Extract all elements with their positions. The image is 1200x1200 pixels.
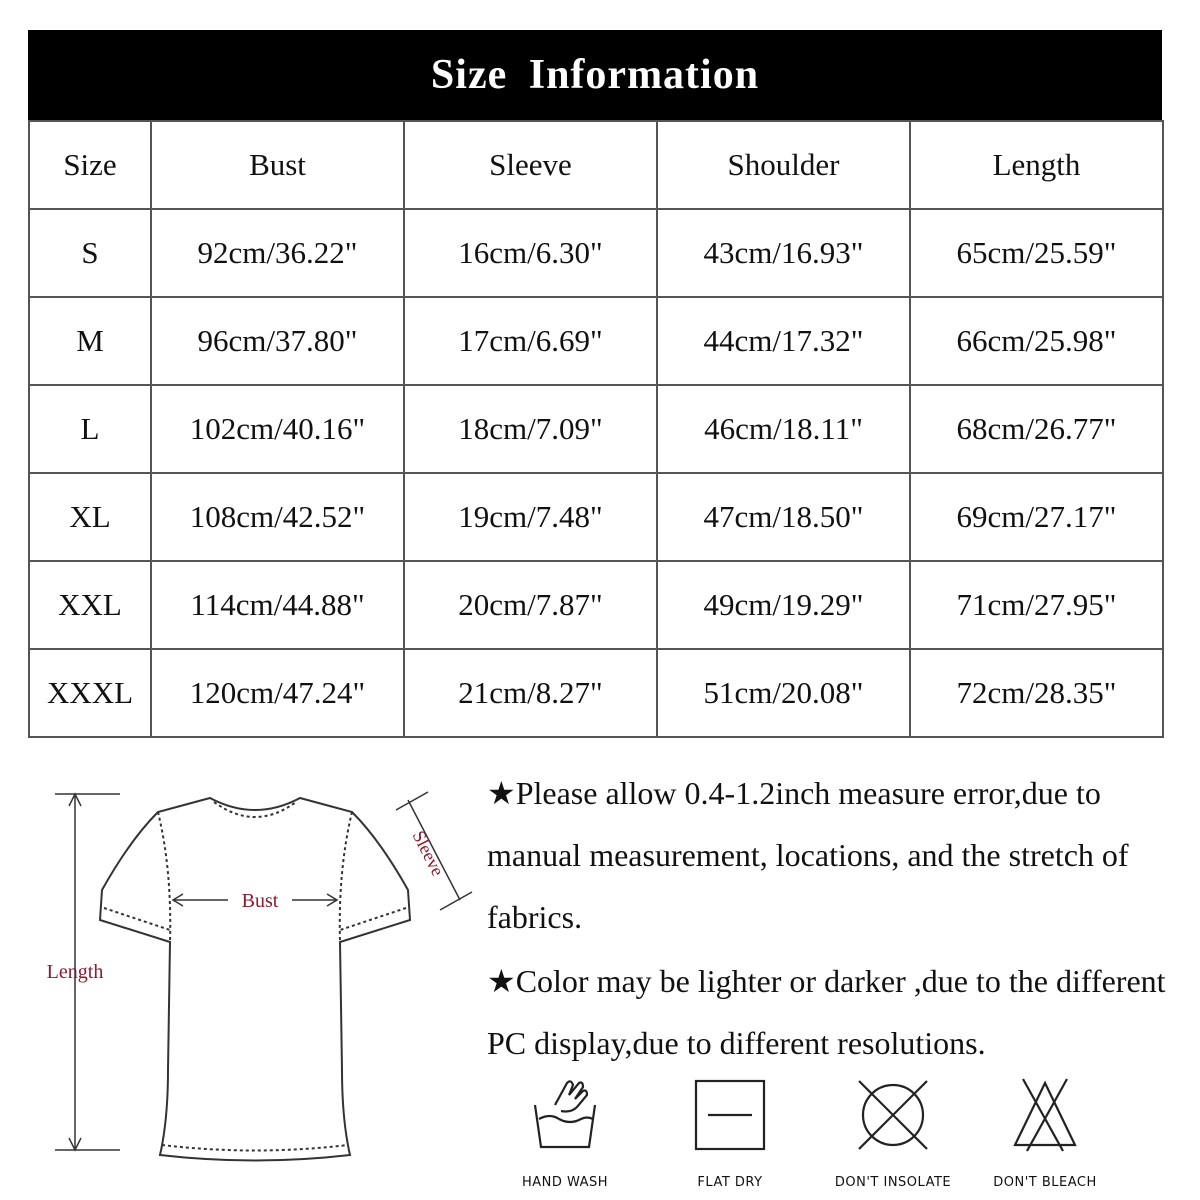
note-measurement-error: ★Please allow 0.4-1.2inch measure error,due to manual measurement, locations, and the stretch of fabrics. — [487, 775, 1129, 935]
flat-dry-label: FLAT DRY — [697, 1175, 763, 1190]
care-flat-dry — [655, 1075, 805, 1190]
bust-cell: 108cm/42.52" — [151, 473, 404, 561]
care-dont-bleach — [970, 1075, 1120, 1190]
sleeve-cell: 21cm/8.27" — [404, 649, 657, 737]
shoulder-cell: 46cm/18.11" — [657, 385, 910, 473]
length-label: Length — [46, 961, 104, 983]
care-hand-wash — [490, 1075, 640, 1190]
size-cell: L — [29, 385, 151, 473]
header-shoulder: Shoulder — [657, 121, 910, 209]
note-color-difference: ★Color may be lighter or darker ,due to the different PC display,due to different resolutions. — [487, 963, 1166, 1061]
sleeve-label: Sleeve — [408, 827, 449, 880]
bust-label: Bust — [241, 890, 279, 912]
size-table — [28, 120, 1164, 738]
header-bust: Bust — [151, 121, 404, 209]
sleeve-cell: 17cm/6.69" — [404, 297, 657, 385]
tshirt-measurement-diagram — [20, 770, 480, 1170]
size-cell: XXXL — [29, 649, 151, 737]
length-cell: 69cm/27.17" — [910, 473, 1163, 561]
table-row — [29, 561, 1163, 649]
size-cell: XXL — [29, 561, 151, 649]
shoulder-cell: 47cm/18.50" — [657, 473, 910, 561]
length-cell: 68cm/26.77" — [910, 385, 1163, 473]
bust-cell: 114cm/44.88" — [151, 561, 404, 649]
length-cell: 66cm/25.98" — [910, 297, 1163, 385]
length-cell: 65cm/25.59" — [910, 209, 1163, 297]
sleeve-cell: 19cm/7.48" — [404, 473, 657, 561]
page-title: Size Information — [430, 52, 760, 98]
size-cell: M — [29, 297, 151, 385]
length-cell: 72cm/28.35" — [910, 649, 1163, 737]
flat-dry-icon — [690, 1075, 770, 1155]
sleeve-cell: 16cm/6.30" — [404, 209, 657, 297]
table-row — [29, 209, 1163, 297]
bust-cell: 102cm/40.16" — [151, 385, 404, 473]
sleeve-cell: 20cm/7.87" — [404, 561, 657, 649]
size-cell: XL — [29, 473, 151, 561]
bust-cell: 120cm/47.24" — [151, 649, 404, 737]
shoulder-cell: 44cm/17.32" — [657, 297, 910, 385]
shoulder-cell: 43cm/16.93" — [657, 209, 910, 297]
table-row — [29, 385, 1163, 473]
table-row — [29, 649, 1163, 737]
size-cell: S — [29, 209, 151, 297]
table-header-row — [29, 121, 1163, 209]
shoulder-cell: 49cm/19.29" — [657, 561, 910, 649]
bust-cell: 92cm/36.22" — [151, 209, 404, 297]
dont-insolate-icon — [853, 1075, 933, 1155]
size-info-banner — [28, 30, 1162, 120]
length-cell: 71cm/27.95" — [910, 561, 1163, 649]
dont-bleach-label: DON'T BLEACH — [993, 1175, 1097, 1190]
table-row — [29, 297, 1163, 385]
care-dont-insolate — [818, 1075, 968, 1190]
header-size: Size — [29, 121, 151, 209]
dont-bleach-icon — [1005, 1075, 1085, 1155]
bust-cell: 96cm/37.80" — [151, 297, 404, 385]
hand-wash-label: HAND WASH — [521, 1175, 609, 1190]
header-sleeve: Sleeve — [404, 121, 657, 209]
sleeve-cell: 18cm/7.09" — [404, 385, 657, 473]
shoulder-cell: 51cm/20.08" — [657, 649, 910, 737]
hand-wash-icon — [525, 1075, 605, 1155]
header-length: Length — [910, 121, 1163, 209]
table-row — [29, 473, 1163, 561]
dont-insolate-label: DON'T INSOLATE — [834, 1175, 952, 1190]
